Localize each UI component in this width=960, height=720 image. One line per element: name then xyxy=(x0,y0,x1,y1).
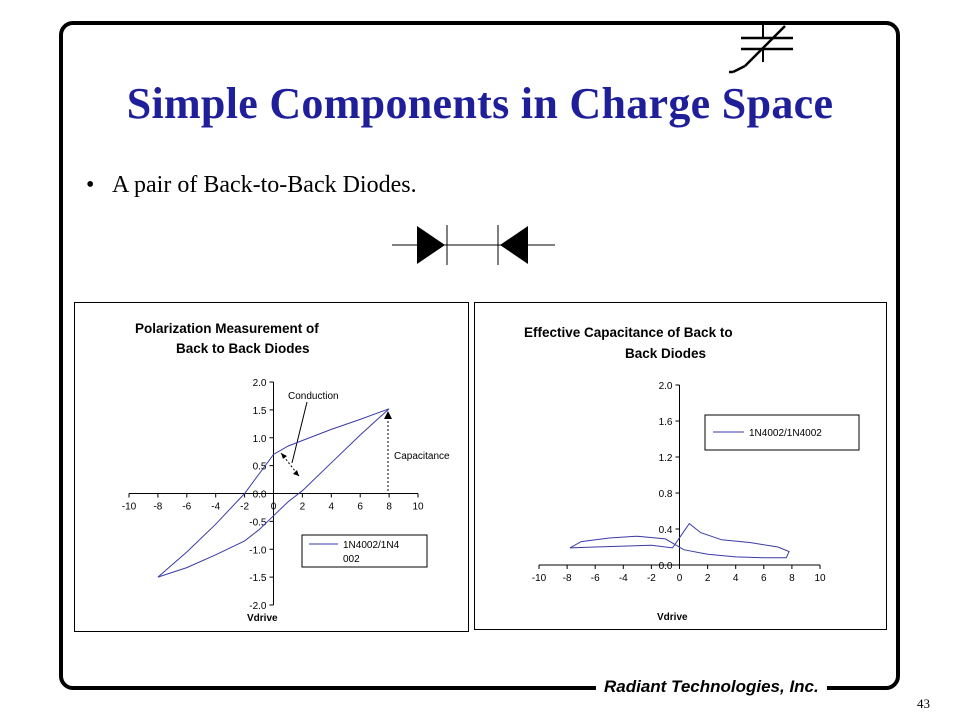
y-tick-label: 2.0 xyxy=(658,381,673,392)
page-number: 43 xyxy=(917,696,930,711)
x-tick-label: -6 xyxy=(182,501,192,513)
legend-label: 1N4002/1N4002 xyxy=(749,428,822,439)
x-tick-label: 0 xyxy=(270,501,277,513)
x-tick-label: 10 xyxy=(814,573,826,584)
x-tick-label: 8 xyxy=(386,501,392,513)
chart-title-line-2: Back Diodes xyxy=(625,346,707,361)
y-tick-label: 1.6 xyxy=(658,417,673,428)
y-tick-label: -2.0 xyxy=(249,601,267,612)
x-tick-label: -2 xyxy=(646,573,656,584)
y-tick-label: -0.5 xyxy=(249,517,267,529)
x-tick-label: 8 xyxy=(789,573,795,584)
footer-company-name: Radiant Technologies, Inc. xyxy=(596,677,827,697)
annotation-conduction: Conduction xyxy=(288,391,339,402)
legend-label-line-1: 1N4002/1N4 xyxy=(343,540,400,551)
conduction-arrowhead-bottom xyxy=(293,470,299,476)
y-tick-label: 0.4 xyxy=(658,525,673,536)
polarization-chart-panel xyxy=(74,302,469,632)
x-axis-label: Vdrive xyxy=(657,612,688,623)
x-tick-label: -4 xyxy=(618,573,628,584)
x-tick-label: 2 xyxy=(299,501,306,513)
x-axis-label: Vdrive xyxy=(247,613,278,624)
y-tick-label: 0.0 xyxy=(658,561,673,572)
y-tick-label: 2.0 xyxy=(252,378,267,389)
x-tick-label: -10 xyxy=(121,501,137,513)
y-tick-label: 1.0 xyxy=(252,433,267,445)
bullet-dot: • xyxy=(86,172,95,198)
bullet-text: A pair of Back-to-Back Diodes. xyxy=(112,172,417,198)
y-tick-label: 0.0 xyxy=(252,489,267,501)
x-tick-label: -10 xyxy=(531,573,547,584)
y-tick-label: 0.8 xyxy=(658,489,673,500)
conduction-pointer xyxy=(292,402,307,463)
x-tick-label: 4 xyxy=(328,501,335,513)
x-tick-label: -8 xyxy=(153,501,163,513)
y-tick-label: 0.5 xyxy=(252,461,267,473)
chart-title-line-1: Polarization Measurement of xyxy=(135,321,319,336)
legend-label-line-2: 002 xyxy=(343,554,360,565)
chart-title-line-1: Effective Capacitance of Back to xyxy=(524,325,733,340)
x-tick-label: -4 xyxy=(211,501,221,513)
variable-capacitor-icon xyxy=(725,18,815,76)
bullet-item xyxy=(86,172,417,199)
x-tick-label: -6 xyxy=(590,573,600,584)
chart-title-line-2: Back to Back Diodes xyxy=(176,341,310,356)
x-tick-label: 6 xyxy=(761,573,767,584)
y-tick-label: 1.2 xyxy=(658,453,673,464)
y-tick-label: 1.5 xyxy=(252,405,267,417)
x-tick-label: 4 xyxy=(732,573,739,584)
x-tick-label: 6 xyxy=(357,501,363,513)
x-tick-label: 2 xyxy=(704,573,711,584)
annotation-capacitance: Capacitance xyxy=(394,451,450,462)
conduction-arrowhead-top xyxy=(281,453,287,459)
slide-title: Simple Components in Charge Space xyxy=(126,79,834,128)
capacitance-chart-panel xyxy=(474,302,887,630)
capacitance-chart xyxy=(475,303,886,629)
x-tick-label: 10 xyxy=(412,501,424,513)
y-tick-label: -1.0 xyxy=(249,545,267,557)
back-to-back-diodes-symbol xyxy=(390,222,560,268)
y-tick-label: -1.5 xyxy=(249,573,267,585)
polarization-chart xyxy=(75,303,468,631)
x-tick-label: 0 xyxy=(676,573,683,584)
x-tick-label: -2 xyxy=(240,501,250,513)
x-tick-label: -8 xyxy=(562,573,572,584)
